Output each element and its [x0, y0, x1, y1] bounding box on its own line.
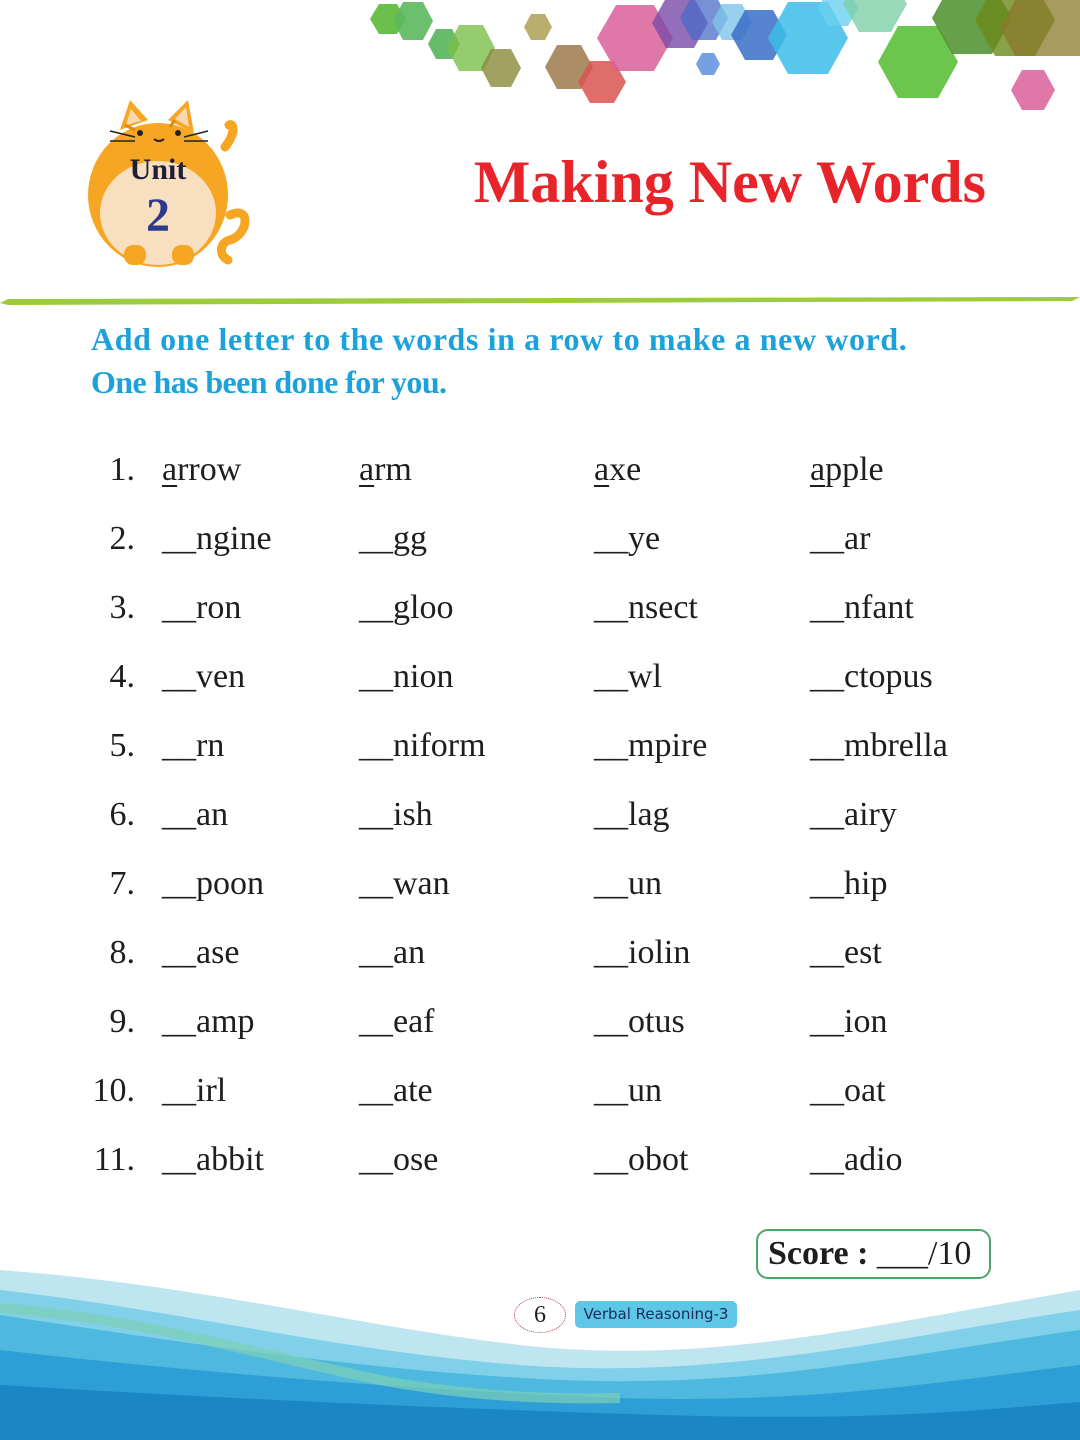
- word-remainder: hip: [844, 865, 888, 902]
- exercise-row: [0, 509, 1080, 569]
- exercise-row: [0, 992, 1080, 1052]
- blank-line[interactable]: __: [810, 727, 844, 764]
- word-item: [810, 854, 887, 914]
- word-item: [810, 647, 933, 707]
- filled-letter: a: [359, 451, 375, 488]
- word-item: [162, 1130, 264, 1190]
- word-item: [594, 992, 685, 1052]
- blank-line[interactable]: __: [594, 1141, 628, 1178]
- word-item: [359, 647, 453, 707]
- blank-line[interactable]: __: [594, 589, 628, 626]
- unit-number: 2: [146, 189, 170, 242]
- blank-line[interactable]: __: [594, 1003, 628, 1040]
- word-item: [810, 1130, 903, 1190]
- word-remainder: ion: [844, 1003, 888, 1040]
- blank-line[interactable]: __: [162, 589, 196, 626]
- blank-line[interactable]: __: [359, 865, 393, 902]
- blank-line[interactable]: __: [594, 934, 628, 971]
- word-item: [594, 1130, 688, 1190]
- row-number: 2.: [109, 520, 135, 557]
- word-item: [162, 578, 241, 638]
- word-item: [162, 785, 228, 845]
- word-remainder: wl: [628, 658, 662, 695]
- exercise-row: [0, 578, 1080, 638]
- word-remainder: obot: [628, 1141, 689, 1178]
- word-remainder: an: [196, 796, 229, 833]
- filled-letter: a: [810, 451, 826, 488]
- blank-line[interactable]: __: [810, 658, 844, 695]
- row-number: 8.: [109, 934, 135, 971]
- word-item: [810, 785, 897, 845]
- row-number: 1.: [109, 451, 135, 488]
- word-remainder: ar: [844, 520, 871, 557]
- word-item: [594, 509, 660, 569]
- wave-decoration: [0, 1270, 1080, 1440]
- row-number: 5.: [109, 727, 135, 764]
- exercise-row: [0, 440, 1080, 500]
- word-item: [810, 440, 884, 500]
- exercise-row: [0, 716, 1080, 776]
- word-item: [162, 854, 264, 914]
- word-item: [359, 1130, 438, 1190]
- instructions-line-2: One has been done for you.: [91, 364, 447, 400]
- word-item: [594, 716, 707, 776]
- score-blank[interactable]: ___: [876, 1235, 928, 1272]
- blank-line[interactable]: __: [162, 796, 196, 833]
- blank-line[interactable]: __: [359, 520, 393, 557]
- blank-line[interactable]: __: [594, 1072, 628, 1109]
- blank-line[interactable]: __: [594, 520, 628, 557]
- exercise-row: [0, 854, 1080, 914]
- word-remainder: pple: [825, 451, 884, 488]
- blank-line[interactable]: __: [594, 658, 628, 695]
- instructions: [91, 318, 1031, 404]
- blank-line[interactable]: __: [359, 1003, 393, 1040]
- unit-label: Unit: [129, 153, 187, 186]
- word-remainder: mbrella: [844, 727, 948, 764]
- word-remainder: eaf: [393, 1003, 435, 1040]
- word-remainder: niform: [393, 727, 486, 764]
- exercise-row: [0, 785, 1080, 845]
- word-item: [594, 854, 662, 914]
- row-number: 7.: [109, 865, 135, 902]
- word-remainder: ron: [196, 589, 242, 626]
- word-item: [162, 716, 224, 776]
- word-remainder: ose: [393, 1141, 439, 1178]
- word-item: [162, 509, 272, 569]
- word-item: [359, 992, 435, 1052]
- word-remainder: lag: [628, 796, 670, 833]
- word-remainder: irl: [196, 1072, 227, 1109]
- word-remainder: adio: [844, 1141, 903, 1178]
- word-item: [810, 578, 914, 638]
- blank-line[interactable]: __: [594, 727, 628, 764]
- filled-letter: a: [162, 451, 178, 488]
- row-number: 4.: [109, 658, 135, 695]
- blank-line[interactable]: __: [810, 934, 844, 971]
- word-item: [810, 992, 887, 1052]
- word-remainder: est: [844, 934, 882, 971]
- word-item: [162, 1061, 226, 1121]
- word-remainder: ctopus: [844, 658, 933, 695]
- exercise-row: [0, 647, 1080, 707]
- word-remainder: otus: [628, 1003, 685, 1040]
- blank-line[interactable]: __: [594, 796, 628, 833]
- row-number: 9.: [109, 1003, 135, 1040]
- word-item: [810, 1061, 886, 1121]
- word-remainder: mpire: [628, 727, 708, 764]
- word-item: [162, 647, 245, 707]
- word-item: [594, 1061, 662, 1121]
- blank-line[interactable]: __: [359, 1072, 393, 1109]
- word-item: [594, 647, 662, 707]
- word-item: [359, 785, 433, 845]
- row-number: 11.: [93, 1141, 135, 1178]
- instructions-line-1: Add one letter to the words in a row to make a new word.: [91, 321, 908, 357]
- word-item: [162, 992, 255, 1052]
- word-remainder: ase: [196, 934, 240, 971]
- word-remainder: amp: [196, 1003, 255, 1040]
- word-item: [359, 716, 486, 776]
- word-item: [359, 509, 427, 569]
- word-remainder: wan: [393, 865, 450, 902]
- blank-line[interactable]: __: [162, 658, 196, 695]
- blank-line[interactable]: __: [810, 865, 844, 902]
- filled-letter: a: [594, 451, 610, 488]
- word-remainder: abbit: [196, 1141, 264, 1178]
- blank-line[interactable]: __: [162, 727, 196, 764]
- word-item: [594, 923, 690, 983]
- word-item: [359, 578, 453, 638]
- word-remainder: gg: [393, 520, 427, 557]
- word-item: [162, 440, 241, 500]
- word-remainder: ate: [393, 1072, 433, 1109]
- blank-line[interactable]: __: [359, 796, 393, 833]
- blank-line[interactable]: __: [162, 1141, 196, 1178]
- exercise-row: [0, 923, 1080, 983]
- word-remainder: an: [393, 934, 426, 971]
- word-remainder: xe: [609, 451, 642, 488]
- word-remainder: oat: [844, 1072, 886, 1109]
- word-remainder: nfant: [844, 589, 914, 626]
- score-label: Score :: [768, 1235, 869, 1272]
- blank-line[interactable]: __: [162, 520, 196, 557]
- word-remainder: un: [628, 1072, 662, 1109]
- blank-line[interactable]: __: [162, 934, 196, 971]
- blank-line[interactable]: __: [359, 934, 393, 971]
- row-number: 10.: [92, 1072, 135, 1109]
- blank-line[interactable]: __: [162, 865, 196, 902]
- word-item: [810, 509, 870, 569]
- word-item: [594, 440, 641, 500]
- page-number: 6: [514, 1297, 566, 1333]
- word-item: [359, 440, 412, 500]
- word-remainder: iolin: [628, 934, 691, 971]
- word-remainder: poon: [196, 865, 264, 902]
- blank-line[interactable]: __: [359, 1141, 393, 1178]
- word-item: [594, 578, 698, 638]
- word-remainder: ish: [393, 796, 433, 833]
- word-remainder: rrow: [177, 451, 242, 488]
- row-number: 6.: [109, 796, 135, 833]
- blank-line[interactable]: __: [810, 1141, 844, 1178]
- blank-line[interactable]: __: [359, 727, 393, 764]
- word-item: [359, 923, 425, 983]
- exercise-row: [0, 1130, 1080, 1190]
- blank-line[interactable]: __: [359, 589, 393, 626]
- blank-line[interactable]: __: [810, 589, 844, 626]
- word-remainder: rm: [374, 451, 412, 488]
- blank-line[interactable]: __: [810, 1072, 844, 1109]
- blank-line[interactable]: __: [810, 796, 844, 833]
- word-item: [810, 923, 882, 983]
- word-item: [162, 923, 239, 983]
- word-remainder: gloo: [393, 589, 454, 626]
- exercise-row: [0, 1061, 1080, 1121]
- header-divider: [0, 295, 1080, 309]
- word-remainder: rn: [196, 727, 225, 764]
- word-remainder: ven: [196, 658, 246, 695]
- book-title-tag: Verbal Reasoning-3: [575, 1301, 737, 1328]
- word-item: [359, 1061, 433, 1121]
- blank-line[interactable]: __: [162, 1072, 196, 1109]
- word-remainder: ye: [628, 520, 661, 557]
- word-item: [810, 716, 948, 776]
- word-remainder: nsect: [628, 589, 698, 626]
- word-remainder: un: [628, 865, 662, 902]
- word-remainder: nion: [393, 658, 454, 695]
- word-item: [594, 785, 670, 845]
- blank-line[interactable]: __: [359, 658, 393, 695]
- word-remainder: airy: [844, 796, 897, 833]
- word-remainder: ngine: [196, 520, 272, 557]
- score-total: /10: [927, 1235, 972, 1272]
- page-title: Making New Words: [473, 149, 986, 215]
- blank-line[interactable]: __: [810, 520, 844, 557]
- row-number: 3.: [109, 589, 135, 626]
- blank-line[interactable]: __: [594, 865, 628, 902]
- blank-line[interactable]: __: [162, 1003, 196, 1040]
- word-item: [359, 854, 450, 914]
- blank-line[interactable]: __: [810, 1003, 844, 1040]
